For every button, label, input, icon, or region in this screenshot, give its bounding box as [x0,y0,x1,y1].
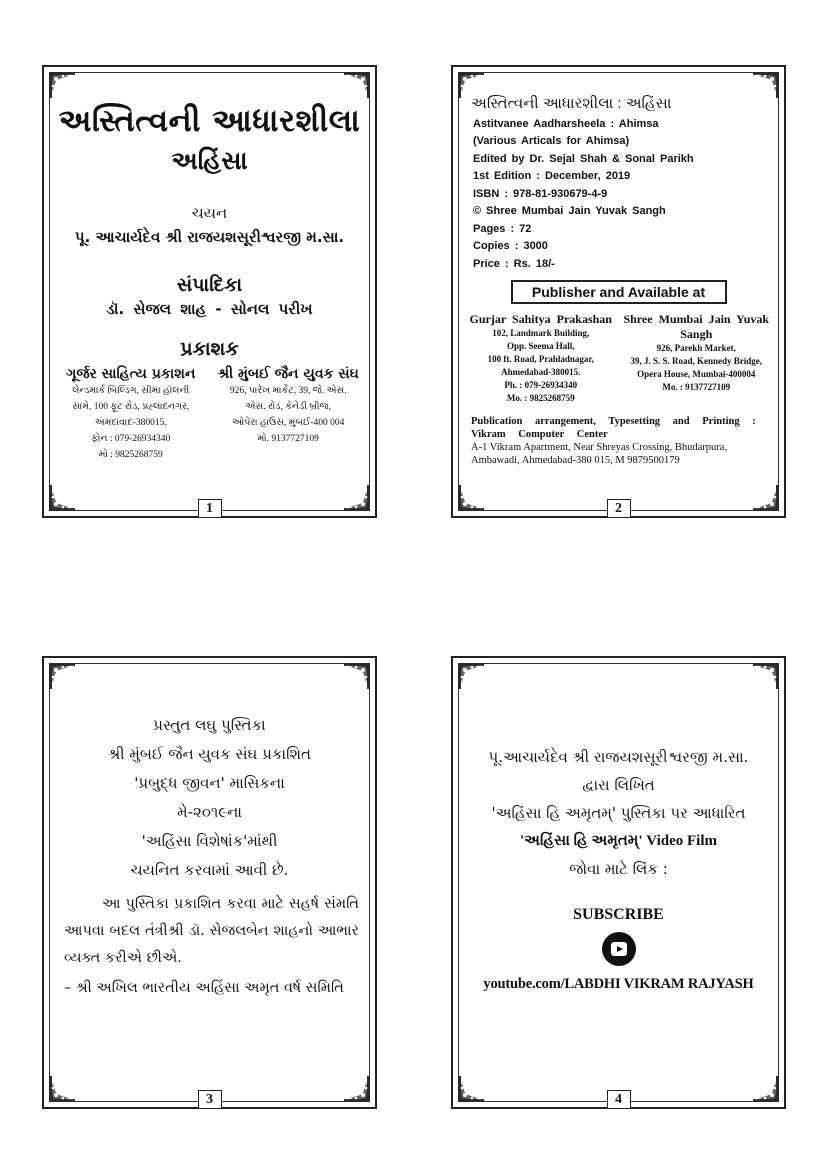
gujarati-title: અસ્તિત્વની આધારશીલા : અહિંસા [471,95,672,112]
editor-label: સંપાદિકા [176,274,243,296]
phone-line: Ph. : 079-26934340 [504,379,578,390]
title-description: (Various Articals for Ahimsa) [473,135,630,147]
copyright: © Shree Mumbai Jain Yuvak Sangh [473,205,666,217]
print-address: A-1 Vikram Apartment, Near Shreyas Crossing, Bhudarpura, Ambawadi, Ahmedabad-380 015, M 9879500179 [471,441,728,466]
publisher-columns [52,366,367,462]
print-info [471,415,768,467]
editor-names: ડૉ. સેજલ શાહ - સોનલ પરીખ [106,300,313,318]
publisher-name: શ્રી મુંબઈ જૈન યુવક સંઘ [217,366,359,382]
publisher-mumbai-jain [619,312,775,405]
english-title: Astitvanee Aadharsheela : Ahimsa [473,117,659,130]
isbn: ISBN : 978-81-930679-4-9 [473,187,608,200]
publisher-name: ગૂર્જર સાહિત્ય પ્રકાશન [66,366,196,382]
page-3 [42,656,377,1109]
publisher-box-label: Publisher and Available at [511,280,727,304]
address-line: 39, J. S. S. Road, Kennedy Bridge, [630,355,763,366]
print-name: Vikram Computer Center [471,428,608,440]
page-number: 4 [607,1090,631,1108]
pages-count: Pages : 72 [473,222,532,235]
page-number: 2 [607,499,631,517]
address-line: ઓપેરા હાઉસ, મુંબઈ-400 004 [232,418,345,428]
acknowledgement-text: આ પુસ્તિકા પ્રકાશિત કરવા માટે સહર્ષ સંમતિ આપવા બદલ તંત્રીશ્રી ડૉ. સેજલબેન શાહનો આભાર વ્યક્ત કરીએ છીએ. [64,896,359,966]
text-line: પૂ.આચાર્યદેવ શ્રી રાજયશસૂરીશ્વરજી મ.સા. [488,748,749,766]
youtube-link[interactable]: youtube.com/LABDHI VIKRAM RAJYASH [483,976,754,992]
text-line: 'અહિંસા હિ અમૃતમ્' Video Film [520,833,717,849]
print-label: Publication arrangement, Typesetting and Printing : [471,415,756,427]
page-2 [451,65,786,518]
page-1 [42,65,377,518]
mobile-line: Mo. : 9137727109 [662,381,731,392]
publisher-mumbai-jain [210,366,368,462]
text-line: 'પ્રબુદ્ધ જીવન' માસિકના [134,774,285,792]
publisher-name: Shree Mumbai Jain Yuvak Sangh [623,311,770,341]
address-line: Opera House, Mumbai-400004 [637,368,756,379]
text-line: ચયનિત કરવામાં આવી છે. [130,861,289,879]
text-line: 'અહિંસા વિશેષાંક'માંથી [141,832,278,850]
page-number: 1 [198,499,222,517]
edition: 1st Edition : December, 2019 [473,170,631,182]
address-line: Ahmedabad-380015. [501,366,581,377]
subscribe-label: SUBSCRIBE [573,906,664,923]
publisher-label: પ્રકાશક [180,338,239,360]
selection-label: ચયન [191,204,228,222]
mobile-line: મો. 9137727109 [257,434,319,444]
address-line: લેન્ડમાર્ક બિલ્ડિંગ, સીમા હૉલની [72,386,190,396]
publisher-gurjar [463,312,619,405]
copies-count: Copies : 3000 [473,240,548,252]
book-title: અસ્તિત્વની આધારશીલા [58,103,361,139]
address-line: 926, પારેખ માર્કેટ, 39, જે. એસ. [229,386,347,396]
youtube-play-icon[interactable] [602,932,636,966]
address-line: અમદાવાદ-380015. [94,418,167,428]
publisher-name: Gurjar Sahitya Prakashan [469,311,612,326]
publisher-columns [461,312,776,405]
price: Price : Rs. 18/- [473,257,555,270]
mobile-line: Mo. : 9825268759 [506,392,575,403]
publisher-gurjar [52,366,210,462]
address-line: 100 ft. Road, Prahladnagar, [487,353,594,364]
book-subtitle: અહિંસા [171,146,248,175]
address-line: એસ. રોડ, કેનેડી બ્રીજ, [245,402,332,412]
selection-name: પૂ. આચાર્યદેવ શ્રી રાજયશસૂરીશ્વરજી મ.સા. [74,228,345,246]
address-line: 926, Parekh Market, [656,342,736,353]
address-line: સામે, 100 ફૂટ રોડ, પ્રહ્લાદનગર, [72,402,190,412]
text-line: દ્વારા લિખિત [582,776,655,794]
address-line: 102, Landmark Building, [492,327,590,338]
signature: – શ્રી અખિલ ભારતીય અહિંસા અમૃત વર્ષ સમિતિ [64,980,344,996]
text-line: જોવા માટે લિંક : [569,860,668,878]
mobile-line: મો : 9825268759 [98,450,163,460]
text-line: પ્રસ્તુત લઘુ પુસ્તિકા [153,716,266,734]
acknowledgement-paragraph [64,891,359,972]
text-line: શ્રી મુંબઈ જૈન યુવક સંઘ પ્રકાશિત [107,745,311,763]
edited-by: Edited by Dr. Sejal Shah & Sonal Parikh [473,152,694,165]
text-line: 'અહિંસા હિ અમૃતમ્' પુસ્તિકા પર આધારિત [491,804,746,822]
address-line: Opp. Seema Hall, [506,340,575,351]
page-number: 3 [198,1090,222,1108]
text-line: મે-૨૦૧૯ના [177,803,242,821]
phone-line: ફોન : 079-26934340 [91,434,171,444]
page-4 [451,656,786,1109]
